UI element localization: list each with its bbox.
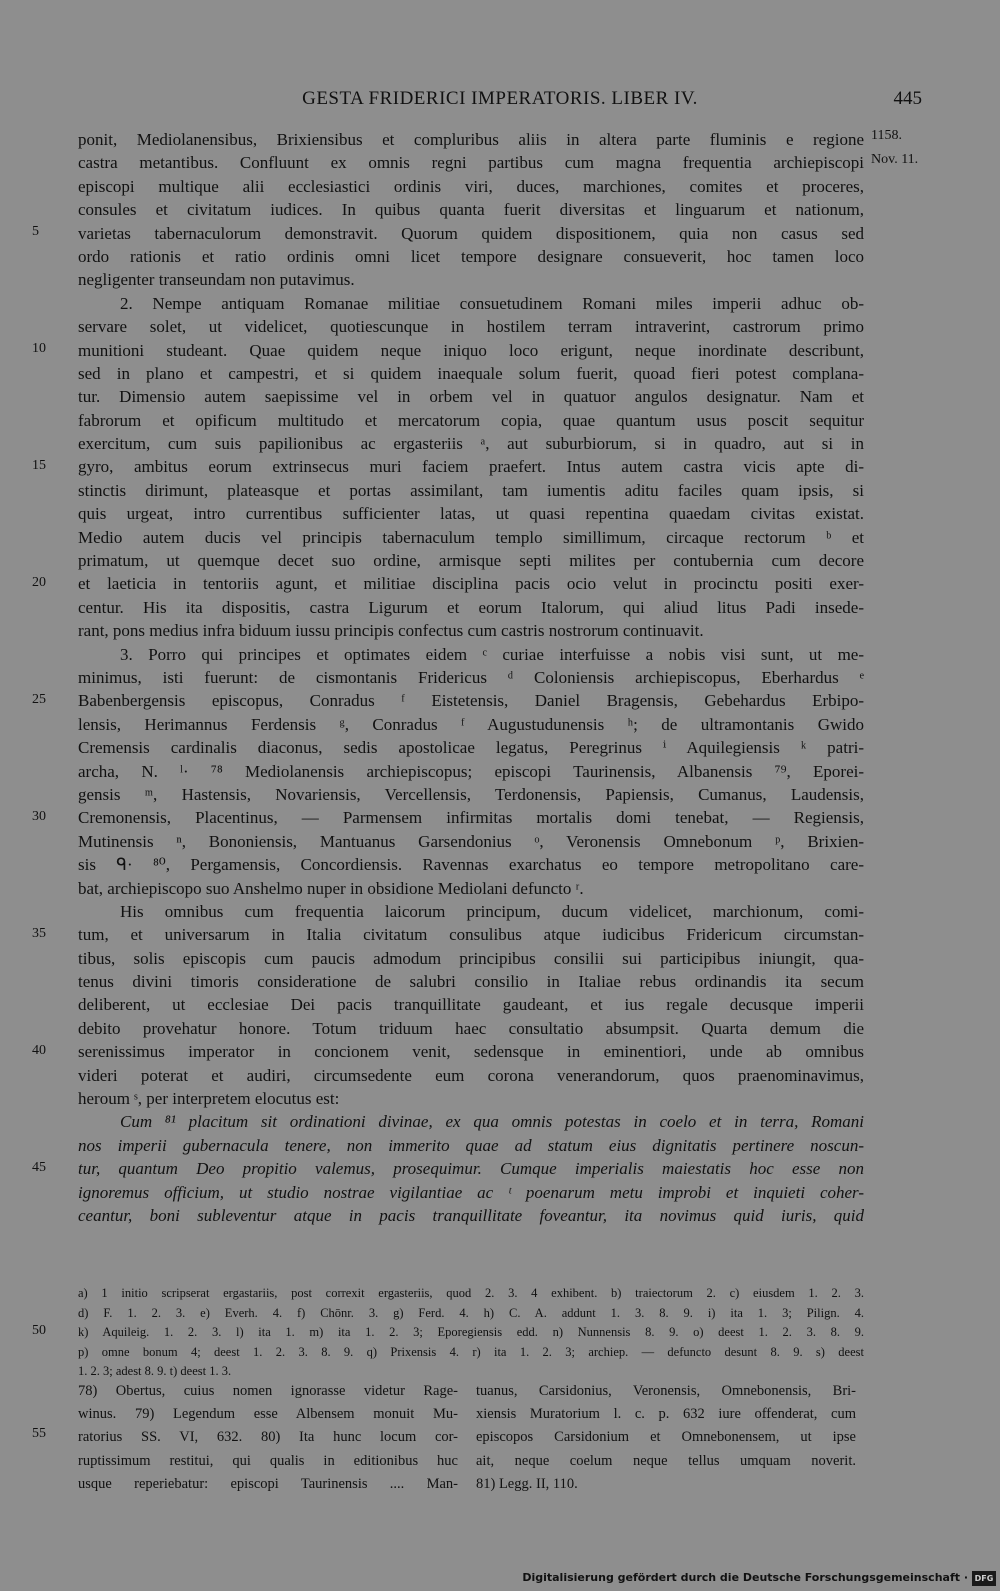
page-number: 445 [893,88,922,109]
note-line: 81) Legg. II, 110. [476,1475,578,1492]
line-number: 50 [32,1323,46,1338]
text-line: archa, N. ˡ· ⁷⁸ Mediolanensis archiepiscopus; episcopi Taurinensis, Albanensis ⁷⁹, Eporei- [78,761,864,781]
text-line: bat, archiepiscopo suo Anshelmo nuper in obsidione Mediolani defuncto ʳ. [78,878,584,898]
text-line: tenus divini timoris consideratione de salubri consilio in Italiae rebus ordinandis ita secum [78,972,864,992]
note-line: ruptissimum restitui, qui qualis in editionibus huc [78,1452,458,1469]
text-line: Cremensis cardinalis diaconus, sedis apostolicae legatus, Peregrinus ⁱ Aquilegiensis ᵏ patri- [78,738,864,758]
note-line: ait, neque coelum neque tellus umquam noverit. [476,1452,856,1469]
note-line: episcopos Carsidonium et Omnebonensem, ut ipse [476,1429,856,1446]
text-line: deliberent, ut ecclesiae Dei pacis tranquillitate gaudeant, et ius regale decusque imperii [78,995,864,1015]
text-line: fabrorum et opificum multitudo et mercatorum copia, quae quantum usus poscit sequitur [78,410,864,430]
speech-line: ceantur, boni subleventur atque in pacis tranquillitate foveantur, ita novimus quid iuris, quid [78,1205,864,1225]
text-line: ponit, Mediolanensibus, Brixiensibus et compluribus aliis in altera parte fluminis e regione [78,130,864,149]
line-number: 10 [32,341,46,356]
footnote-line: a) 1 initio scripserat ergastariis, post correxit ergasteriis, quod 2. 3. 4 exhibent. b) traiectorum 2. c) eiusdem 1. 2. 3. [78,1286,864,1300]
text-line: negligenter transeundam non putavimus. [78,270,355,290]
text-line: debito provehatur honore. Totum triduum haec consultatio absumpsit. Quarta demum die [78,1018,864,1038]
footnote-line: p) omne bonum 4; deest 1. 2. 3. 8. 9. q) Prixensis 4. r) ita 1. 2. 3; archiep. — defuncto desunt 8. 9. s) deest [78,1344,864,1359]
running-header [70,88,930,114]
text-line: tur. Dimensio autem saepissime vel in orbem vel in quatuor angulos designatur. Nam et [78,387,864,407]
text-line: Medio autem ducis vel principis tabernaculum templo simillimum, circaque rectorum ᵇ et [78,527,864,547]
note-line: tuanus, Carsidonius, Veronensis, Omnebonensis, Bri- [476,1383,856,1399]
speech-line: ignoremus officium, ut studio nostrae vigilantiae ac ᵗ poenarum metu improbi et inquieti coher- [78,1182,864,1202]
text-line: 3. Porro qui principes et optimates eidem ᶜ curiae interfuisse a nobis visi sunt, ut me- [120,644,864,664]
line-number: 15 [32,458,46,473]
text-line: ordo rationis et ratio ordinis omni licet tempore designare consueverit, hoc tamen loco [78,246,864,266]
text-line: consules et civitatum iudices. In quibus quanta fuerit diversitas et linguarum et nationum, [78,200,864,220]
critical-apparatus [78,1284,864,1382]
text-line: centur. His ita dispositis, castra Ligurum et eorum Italorum, qui aliud litus Padi insede- [78,597,864,617]
text-line: sed in plano et campestri, et si quidem inaequale solum fuerit, quoad fieri potest complana- [78,363,864,383]
text-line: stinctis dirimunt, plateasque et portas assimilant, tam iumentis aditu faciles quam ipsis, si [78,480,864,500]
text-line: 2. Nempe antiquam Romanae militiae consuetudinem Romani miles imperii adhuc ob- [120,293,864,313]
line-number: 55 [32,1426,46,1441]
line-number: 5 [32,224,39,239]
text-line: serenissimus imperator in concionem venit, sedensque in eminentiori, unde ab omnibus [78,1042,864,1062]
line-number: 45 [32,1160,46,1175]
note-line: 78) Obertus, cuius nomen ignorasse videtur Rage- [78,1383,458,1399]
text-line: primatum, ut quemque decet suo ordine, armisque septi milites per contubernia cum decore [78,551,864,571]
dfg-logo-icon: DFG [972,1571,996,1586]
speech-line: tur, quantum Deo propitio valemus, prosequimur. Cumque imperialis maiestatis hoc esse non [78,1159,864,1179]
footnote-line: d) F. 1. 2. 3. e) Everh. 4. f) Chōnr. 3. g) Ferd. 4. h) C. A. addunt 1. 3. 8. 9. i) ita 1. 3; Pilign. 4. [78,1305,864,1320]
note-line: xiensis Muratorium l. c. p. 632 iure offenderat, cum [476,1406,856,1423]
text-line: videri poterat et audiri, circumsedente eum corona venerandorum, quos praenominavimus, [78,1065,864,1085]
running-title: GESTA FRIDERICI IMPERATORIS. LIBER IV. [302,88,698,109]
footer [0,1568,1000,1591]
text-line: tum, et universarum in Italia civitatum consulibus atque iudicibus Fridericum circumstan- [78,925,864,945]
text-line: heroum ˢ, per interpretem elocutus est: [78,1089,340,1109]
footnote-line: k) Aquileig. 1. 2. 3. l) ita 1. m) ita 1. 2. 3; Eporegiensis edd. n) Nunnensis 8. 9. o) deest 1. 2. 3. 8. 9. [78,1325,864,1339]
text-line: His omnibus cum frequentia laicorum principum, ducum videlicet, marchionum, comi- [120,901,864,921]
text-line: sis ᑫ· ⁸⁰, Pergamensis, Concordiensis. Ravennas exarchatus eo tempore metropolitano care- [78,855,864,875]
speech-line: nos imperii gubernacula tenere, non immerito quae ad statum eius dignitatis pertinere noscun- [78,1135,864,1155]
text-line: servare solet, ut videlicet, quotiescunque in hostilem terram intraverint, castrorum primo [78,317,864,337]
text-line: Mutinensis ⁿ, Bononiensis, Mantuanus Garsendonius ᵒ, Veronensis Omnebonum ᵖ, Brixien- [78,831,864,851]
text-line: exercitum, cum suis papilionibus ac ergasteriis ᵃ, aut suburbiorum, si in quadro, aut si in [78,434,864,454]
text-line: castra metantibus. Confluunt ex omnis regni partibus cum magna frequentia archiepiscopi [78,153,864,173]
line-number: 20 [32,575,46,590]
text-line: gyro, ambitus eorum extrinsecus muri faciem praefert. Intus autem castra vicis apte di- [78,457,864,477]
notes-column-left [78,1380,458,1496]
line-number: 25 [32,692,46,707]
note-line: usque reperiebatur: episcopi Taurinensis .... Man- [78,1475,458,1492]
text-line: tibus, solis episcopis cum paucis admodum principibus consilii sui participibus iniungit, qua- [78,948,864,968]
line-number: 35 [32,926,46,941]
text-line: episcopi multique alii ecclesiastici ordinis viri, duces, marchiones, comites et proceres, [78,176,864,196]
funding-credit: Digitalisierung gefördert durch die Deutsche Forschungsgemeinschaft · [522,1571,968,1584]
text-line: minimus, isti fuerunt: de cismontanis Fridericus ᵈ Coloniensis archiepiscopus, Eberhardus ᵉ [78,667,864,687]
text-line: gensis ᵐ, Hastensis, Novariensis, Vercellensis, Terdonensis, Papiensis, Cumanus, Laudensis, [78,784,864,804]
footnote-line: 1. 2. 3; adest 8. 9. t) deest 1. 3. [78,1364,232,1378]
text-line: lensis, Herimannus Ferdensis ᵍ, Conradus ᶠ Augustudunensis ʰ; de ultramontanis Gwido [78,714,864,734]
text-line: varietas tabernaculorum demonstravit. Quorum quidem dispositionem, quia non casus sed [78,223,864,243]
line-number: 30 [32,809,46,824]
note-line: ratorius SS. VI, 632. 80) Ita hunc locum cor- [78,1429,458,1446]
speech-line: Cum ⁸¹ placitum sit ordinationi divinae, ex qua omnis potestas in coelo et in terra, Romani [120,1112,864,1132]
text-line: Babenbergensis episcopus, Conradus ᶠ Eistetensis, Daniel Bragensis, Gebehardus Erbipo- [78,691,864,711]
text-line: Cremonensis, Placentinus, — Parmensem infirmitas mortalis domi tenebat, — Regiensis, [78,808,864,828]
text-line: quis urgeat, intro currentibus sufficienter latas, ut quasi repentina quaedam civitas existat. [78,504,864,524]
main-text [78,128,864,1227]
note-line: winus. 79) Legendum esse Albensem monuit Mu- [78,1406,458,1423]
margin-date: Nov. 11. [871,152,919,167]
line-number: 40 [32,1043,46,1058]
notes-column-right [476,1380,856,1496]
text-line: et laeticia in tentoriis agunt, et militiae disciplina pacis ocio velut in procinctu positi exer- [78,574,864,594]
margin-year: 1158. [871,128,902,143]
text-line: munitioni studeant. Quae quidem neque iniquo loco erigunt, neque inordinate describunt, [78,340,864,360]
text-line: rant, pons medius infra biduum iussu principis confectus cum castris nostrorum continuavit. [78,621,704,641]
